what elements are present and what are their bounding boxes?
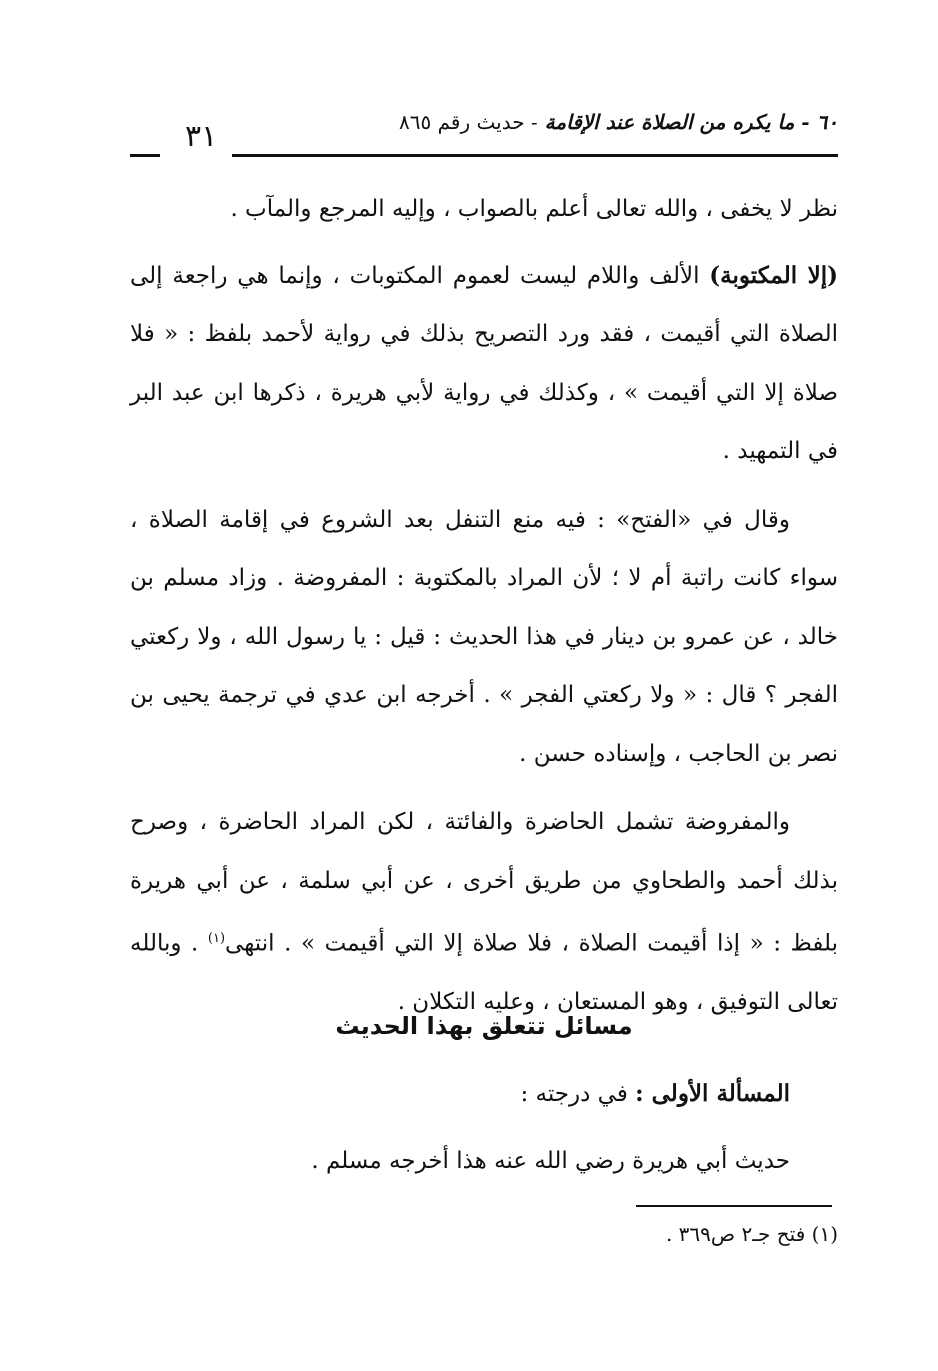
paragraph-2 (130, 247, 838, 481)
page-header (130, 108, 838, 160)
issue-1-body: حديث أبي هريرة رضي الله عنه هذا أخرجه مسلم . (311, 1147, 790, 1174)
paragraph-1: نظر لا يخفى ، والله تعالى أعلم بالصواب ، وإليه المرجع والمآب . (230, 196, 838, 222)
running-title (399, 110, 838, 134)
header-rule (232, 154, 838, 157)
chapter-title: ٦٠ - ما يكره من الصلاة عند الإقامة (544, 110, 838, 134)
issue-1-label: المسألة الأولى : (635, 1080, 790, 1107)
paragraph-4-end: . وبالله تعالى التوفيق ، وهو المستعان ، وعليه التكلان . (130, 930, 838, 1016)
body-text-top (130, 180, 838, 1032)
footnote-marker: (١) (207, 931, 226, 946)
footnote: (١) فتح جـ٢ ص٣٦٩ . (665, 1222, 838, 1246)
paragraph-3: وقال في «الفتح» : فيه منع التنفل بعد الشروع في إقامة الصلاة ، سواء كانت راتبة أم لا ؛ لأن المراد بالمكتوبة : المفروضة . وزاد مسلم بن خالد ، عن عمرو بن دينار في هذا الحديث : قيل : يا رسول الله ، ولا ركعتي الفجر ؟ قال : « ولا ركعتي الفجر » . أخرجه ابن عدي في ترجمة يحيى بن نصر بن الحاجب ، وإسناده حسن . (130, 506, 838, 767)
page-number: ٣١ (185, 119, 218, 154)
paragraph-4-text: والمفروضة تشمل الحاضرة والفائتة ، لكن المراد الحاضرة ، وصرح بذلك أحمد والطحاوي من طريق أخرى ، عن أبي سلمة ، عن أبي هريرة بلفظ : « إذا أقيمت الصلاة ، فلا صلاة إلا التي أقيمت » . انتهى (130, 809, 838, 957)
footnote-rule (636, 1205, 832, 1207)
section-title: مسائل تتعلق بهذا الحديث (335, 1012, 633, 1040)
paragraph-2-text: الألف واللام ليست لعموم المكتوبات ، وإنما هي راجعة إلى الصلاة التي أقيمت ، فقد ورد التصريح بذلك في رواية لأحمد بلفظ : « فلا صلاة إلا التي أقيمت » ، وكذلك في رواية لأبي هريرة ، ذكرها ابن عبد البر في التمهيد . (130, 262, 838, 464)
issue-1-text: في درجته : (520, 1081, 636, 1107)
page-number-dash (130, 154, 160, 157)
paragraph-2-lemma: (إلا المكتوبة) (709, 261, 838, 289)
hadith-ref: - حديث رقم ٨٦٥ (399, 110, 538, 134)
issue-1 (130, 1065, 838, 1190)
paragraph-4 (130, 793, 838, 1032)
issue-1-heading (130, 1065, 790, 1124)
